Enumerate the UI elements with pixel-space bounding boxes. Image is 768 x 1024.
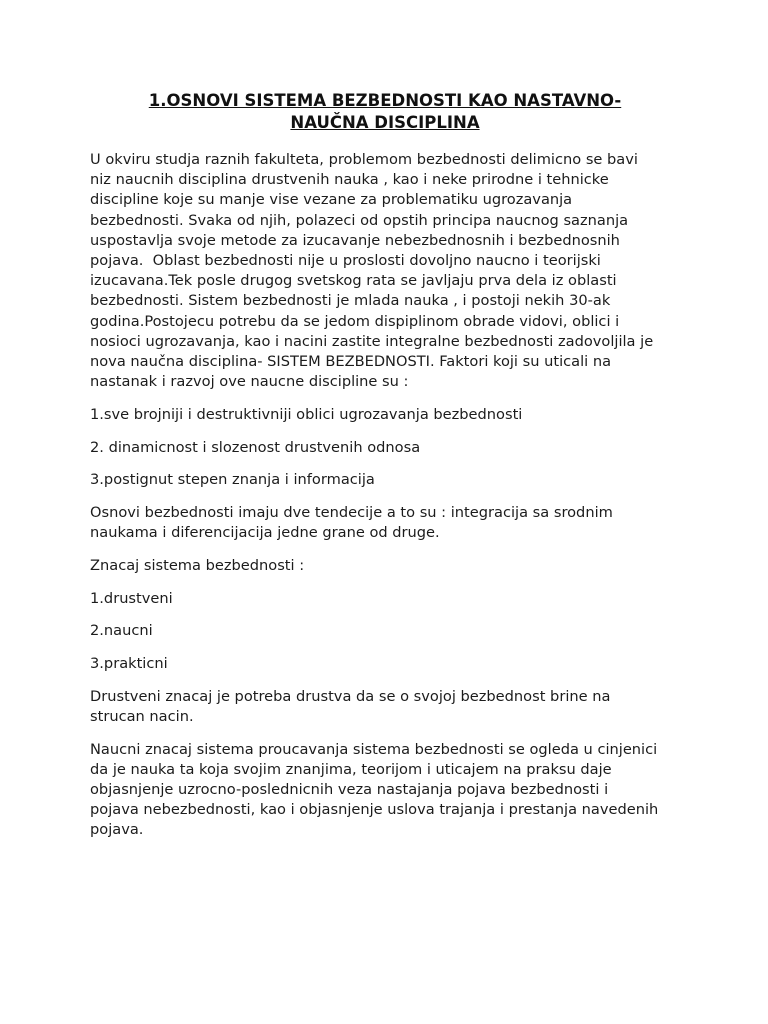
intro-paragraph bbox=[90, 150, 690, 392]
text-line: nosioci ugrozavanja, kao i nacini zastite integralne bezbednosti zadovoljila je bbox=[90, 332, 654, 350]
text-line: niz naucnih disciplina drustvenih nauka , kao i neke prirodne i tehnicke bbox=[90, 171, 609, 189]
text-line: izucavana.Tek posle drugog svetskog rata se javljaju prva dela iz oblasti bbox=[90, 272, 617, 290]
text-line: discipline koje su manje vise vezane za problematiku ugrozavanja bbox=[90, 191, 573, 209]
text-line: Naucni znacaj sistema proucavanja sistema bezbednosti se ogleda u cinjenici bbox=[90, 740, 658, 758]
text-line: Drustveni znacaj je potreba drustva da se o svojoj bezbednost brine na bbox=[90, 687, 611, 705]
factor-item-1: 1.sve brojniji i destruktivniji oblici ugrozavanja bezbednosti bbox=[90, 405, 523, 423]
scientific-significance-paragraph bbox=[90, 740, 690, 841]
text-line: bezbednosti. Sistem bezbednosti je mlada nauka , i postoji nekih 30-ak bbox=[90, 292, 611, 310]
factor-item-2: 2. dinamicnost i slozenost drustvenih odnosa bbox=[90, 438, 421, 456]
title-line-2: NAUČNA DISCIPLINA bbox=[290, 113, 480, 132]
significance-item-1: 1.drustveni bbox=[90, 589, 173, 607]
text-line: nastanak i razvoj ove naucne discipline su : bbox=[90, 373, 409, 391]
text-line: uspostavlja svoje metode za izucavanje nebezbednosnih i bezbednosnih bbox=[90, 231, 620, 249]
significance-item-3: 3.prakticni bbox=[90, 655, 168, 673]
text-line: godina.Postojecu potrebu da se jedom dispiplinom obrade vidovi, oblici i bbox=[90, 312, 620, 330]
text-line: pojava nebezbednosti, kao i objasnjenje uslova trajanja i prestanja navedenih bbox=[90, 801, 659, 819]
factor-item-3: 3.postignut stepen znanja i informacija bbox=[90, 471, 375, 489]
text-line: strucan nacin. bbox=[90, 707, 194, 725]
text-line: U okviru studja raznih fakulteta, problemom bezbednosti delimicno se bavi bbox=[90, 151, 638, 168]
document-body bbox=[90, 150, 690, 853]
text-line: bezbednosti. Svaka od njih, polazeci od opstih principa naucnog saznanja bbox=[90, 211, 629, 229]
text-line: nova naučna disciplina- SISTEM BEZBEDNOSTI. Faktori koji su uticali na bbox=[90, 353, 612, 371]
text-line: naukama i diferencijacija jedne grane od druge. bbox=[90, 524, 440, 542]
page-title bbox=[90, 90, 680, 134]
text-line: objasnjenje uzrocno-poslednicnih veza nastajanja pojava bezbednosti i bbox=[90, 781, 609, 799]
text-line: pojava. Oblast bezbednosti nije u proslosti dovoljno naucno i teorijski bbox=[90, 252, 601, 270]
text-line: pojava. bbox=[90, 821, 144, 839]
text-line: Osnovi bezbednosti imaju dve tendecije a to su : integracija sa srodnim bbox=[90, 504, 613, 522]
tendencies-paragraph bbox=[90, 503, 690, 543]
text-line: da je nauka ta koja svojim znanjima, teorijom i uticajem na praksu daje bbox=[90, 760, 612, 778]
title-line-1: 1.OSNOVI SISTEMA BEZBEDNOSTI KAO NASTAVNO- bbox=[148, 91, 622, 110]
significance-heading: Znacaj sistema bezbednosti : bbox=[90, 556, 305, 574]
social-significance-paragraph bbox=[90, 687, 690, 727]
significance-item-2: 2.naucni bbox=[90, 622, 153, 640]
